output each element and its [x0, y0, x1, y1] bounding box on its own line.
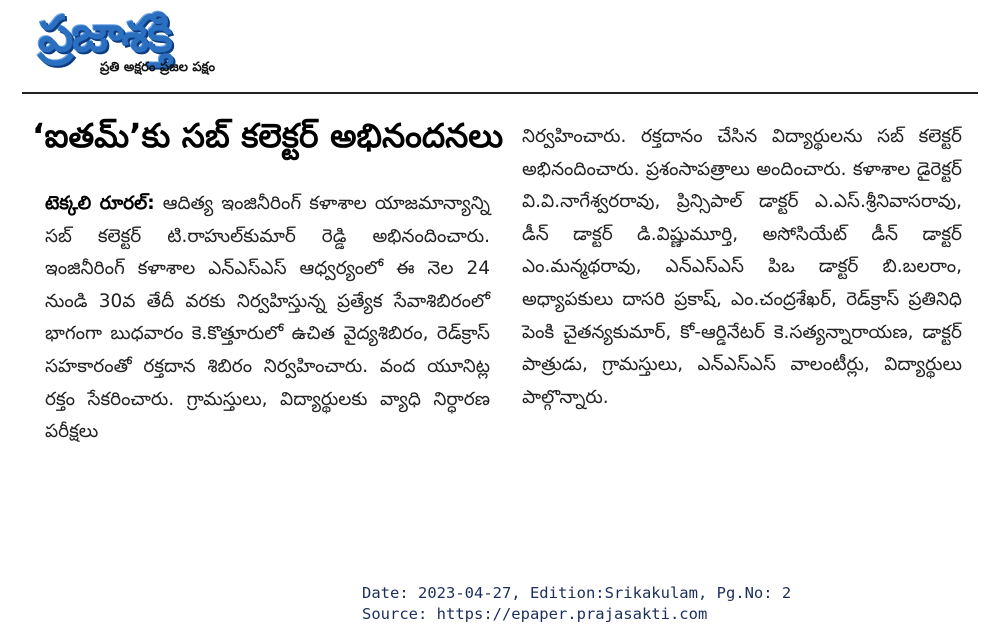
- article-body-part-1: ఆదిత్య ఇంజినీరింగ్ కళాశాల యాజమాన్యాన్ని సబ్ కలెక్టర్ టి.రాహుల్‌కుమార్ రెడ్డి అభినందించారు. ఇంజినీరింగ్ కళాశాల ఎన్‌ఎస్‌ఎస్ ఆధ్వర్యంలో ఈ నెల 24 నుండి 30వ తేదీ వరకు నిర్వహిస్తున్న ప్రత్యేక సేవాశిబిరంలో భాగంగా బుధవారం కె.కొత్తూరులో ఉచిత వైద్యశిబిరం, రెడ్‌క్రాస్ సహకారంతో రక్తదాన శిబిరం నిర్వహించారు. వంద యూనిట్ల రక్తం సేకరించారు. గ్రామస్తులు, విద్యార్థులకు వ్యాధి నిర్ధారణ పరీక్షలు: [45, 193, 490, 443]
- logo-tagline: ప్రతి అక్షరం ప్రజల పక్షం: [100, 60, 216, 75]
- article-column-2: నిర్వహించారు. రక్తదానం చేసిన విద్యార్థులను సబ్ కలెక్టర్ అభినందించారు. ప్రశంసాపత్రాలు అందించారు. కళాశాల డైరెక్టర్ వి.వి.నాగేశ్వరరావు, ప్రిన్సిపాల్ డాక్టర్ ఎ.ఎస్.శ్రీనివాసరావు, డీన్ డాక్టర్ డి.విష్ణుమూర్తి, అసోసియేట్ డీన్ డాక్టర్ ఎం.మన్మథరావు, ఎన్‌ఎస్‌ఎస్ పిఒ డాక్టర్ బి.బలరాం, అధ్యాపకులు దాసరి ప్రకాష్, ఎం.చంద్రశేఖర్, రెడ్‌క్రాస్ ప్రతినిధి పెంకి చైతన్యకుమార్, కో-ఆర్డినేటర్ కె.సత్యన్నారాయణ, డాక్టర్ పాత్రుడు, గ్రామస్తులు, ఎన్‌ఎస్‌ఎస్ వాలంటీర్లు, విద్యార్థులు పాల్గొన్నారు.: [522, 126, 962, 408]
- article-column-1: [45, 188, 490, 449]
- source-footer: [362, 583, 791, 625]
- edition-info: Date: 2023-04-27, Edition:Srikakulam, Pg.No: 2: [362, 584, 792, 602]
- header-divider: [22, 92, 978, 94]
- masthead-logo: [38, 2, 288, 84]
- logo-text: ప్రజాశక్తి: [38, 5, 171, 63]
- source-url[interactable]: Source: https://epaper.prajasakti.com: [362, 605, 708, 623]
- article-dateline: టెక్కలి రూరల్:: [45, 193, 155, 214]
- article-headline: ‘ఐతమ్’కు సబ్ కలెక్టర్ అభినందనలు: [32, 116, 504, 155]
